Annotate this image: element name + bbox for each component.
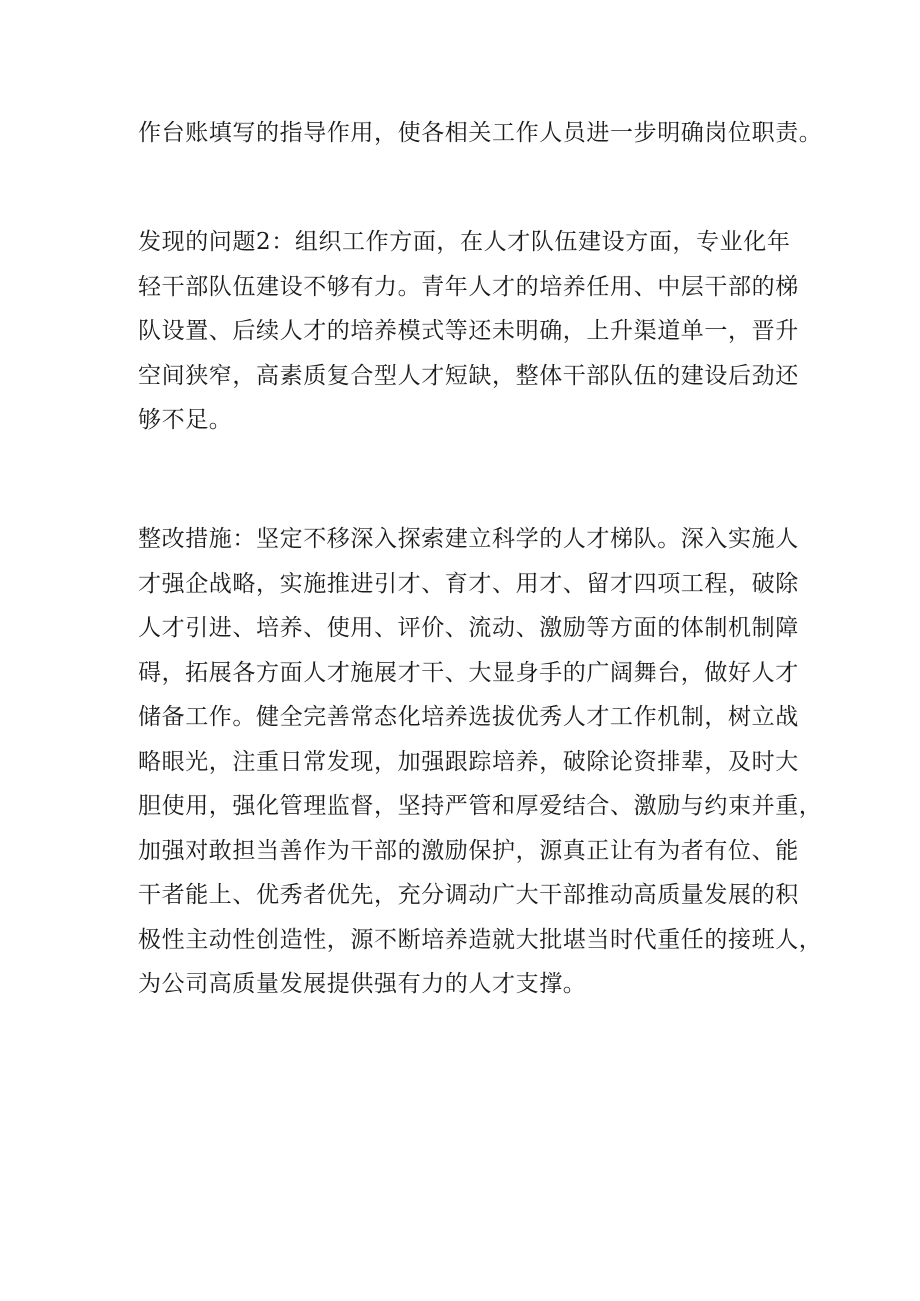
text-line: 胆使用，强化管理监督，坚持严管和厚爱结合、激励与约束并重， <box>138 793 823 819</box>
text-line: 够不足。 <box>138 407 233 433</box>
paragraph-problem-2 <box>138 220 804 443</box>
text-line: 加强对敢担当善作为干部的激励保护，源真正让有为者有位、能 <box>138 837 799 864</box>
paragraph-continuation <box>138 111 823 156</box>
text-line: 极性主动性创造性，源不断培养造就大批堪当时代重任的接班人， <box>138 926 823 953</box>
text-line: 为公司高质量发展提供强有力的人才支撑。 <box>138 971 587 997</box>
paragraph-rectification-measures <box>138 517 823 1007</box>
text-line: 储备工作。健全完善常态化培养选拔优秀人才工作机制，树立战 <box>138 704 799 730</box>
text-line: 碍，拓展各方面人才施展才干、大显身手的广阔舞台，做好人才 <box>138 659 799 686</box>
text-line: 才强企战略，实施推进引才、育才、用才、留才四项工程，破除 <box>138 570 799 597</box>
text-line: 整改措施：坚定不移深入探索建立科学的人才梯队。深入实施人 <box>138 526 799 552</box>
text-line: 空间狭窄，高素质复合型人才短缺，整体干部队伍的建设后劲还 <box>138 362 799 389</box>
text-line: 干者能上、优秀者优先，充分调动广大干部推动高质量发展的积 <box>138 882 799 908</box>
text-line: 轻干部队伍建设不够有力。青年人才的培养任用、中层干部的梯 <box>138 273 799 300</box>
text-line: 队设置、后续人才的培养模式等还未明确，上升渠道单一，晋升 <box>138 318 799 344</box>
text-line: 人才引进、培养、使用、评价、流动、激励等方面的体制机制障 <box>138 615 799 641</box>
text-line: 发现的问题2：组织工作方面，在人才队伍建设方面，专业化年 <box>138 229 791 255</box>
text-line: 作台账填写的指导作用，使各相关工作人员进一步明确岗位职责。 <box>138 120 823 146</box>
text-line: 略眼光，注重日常发现，加强跟踪培养，破除论资排辈，及时大 <box>138 748 799 775</box>
